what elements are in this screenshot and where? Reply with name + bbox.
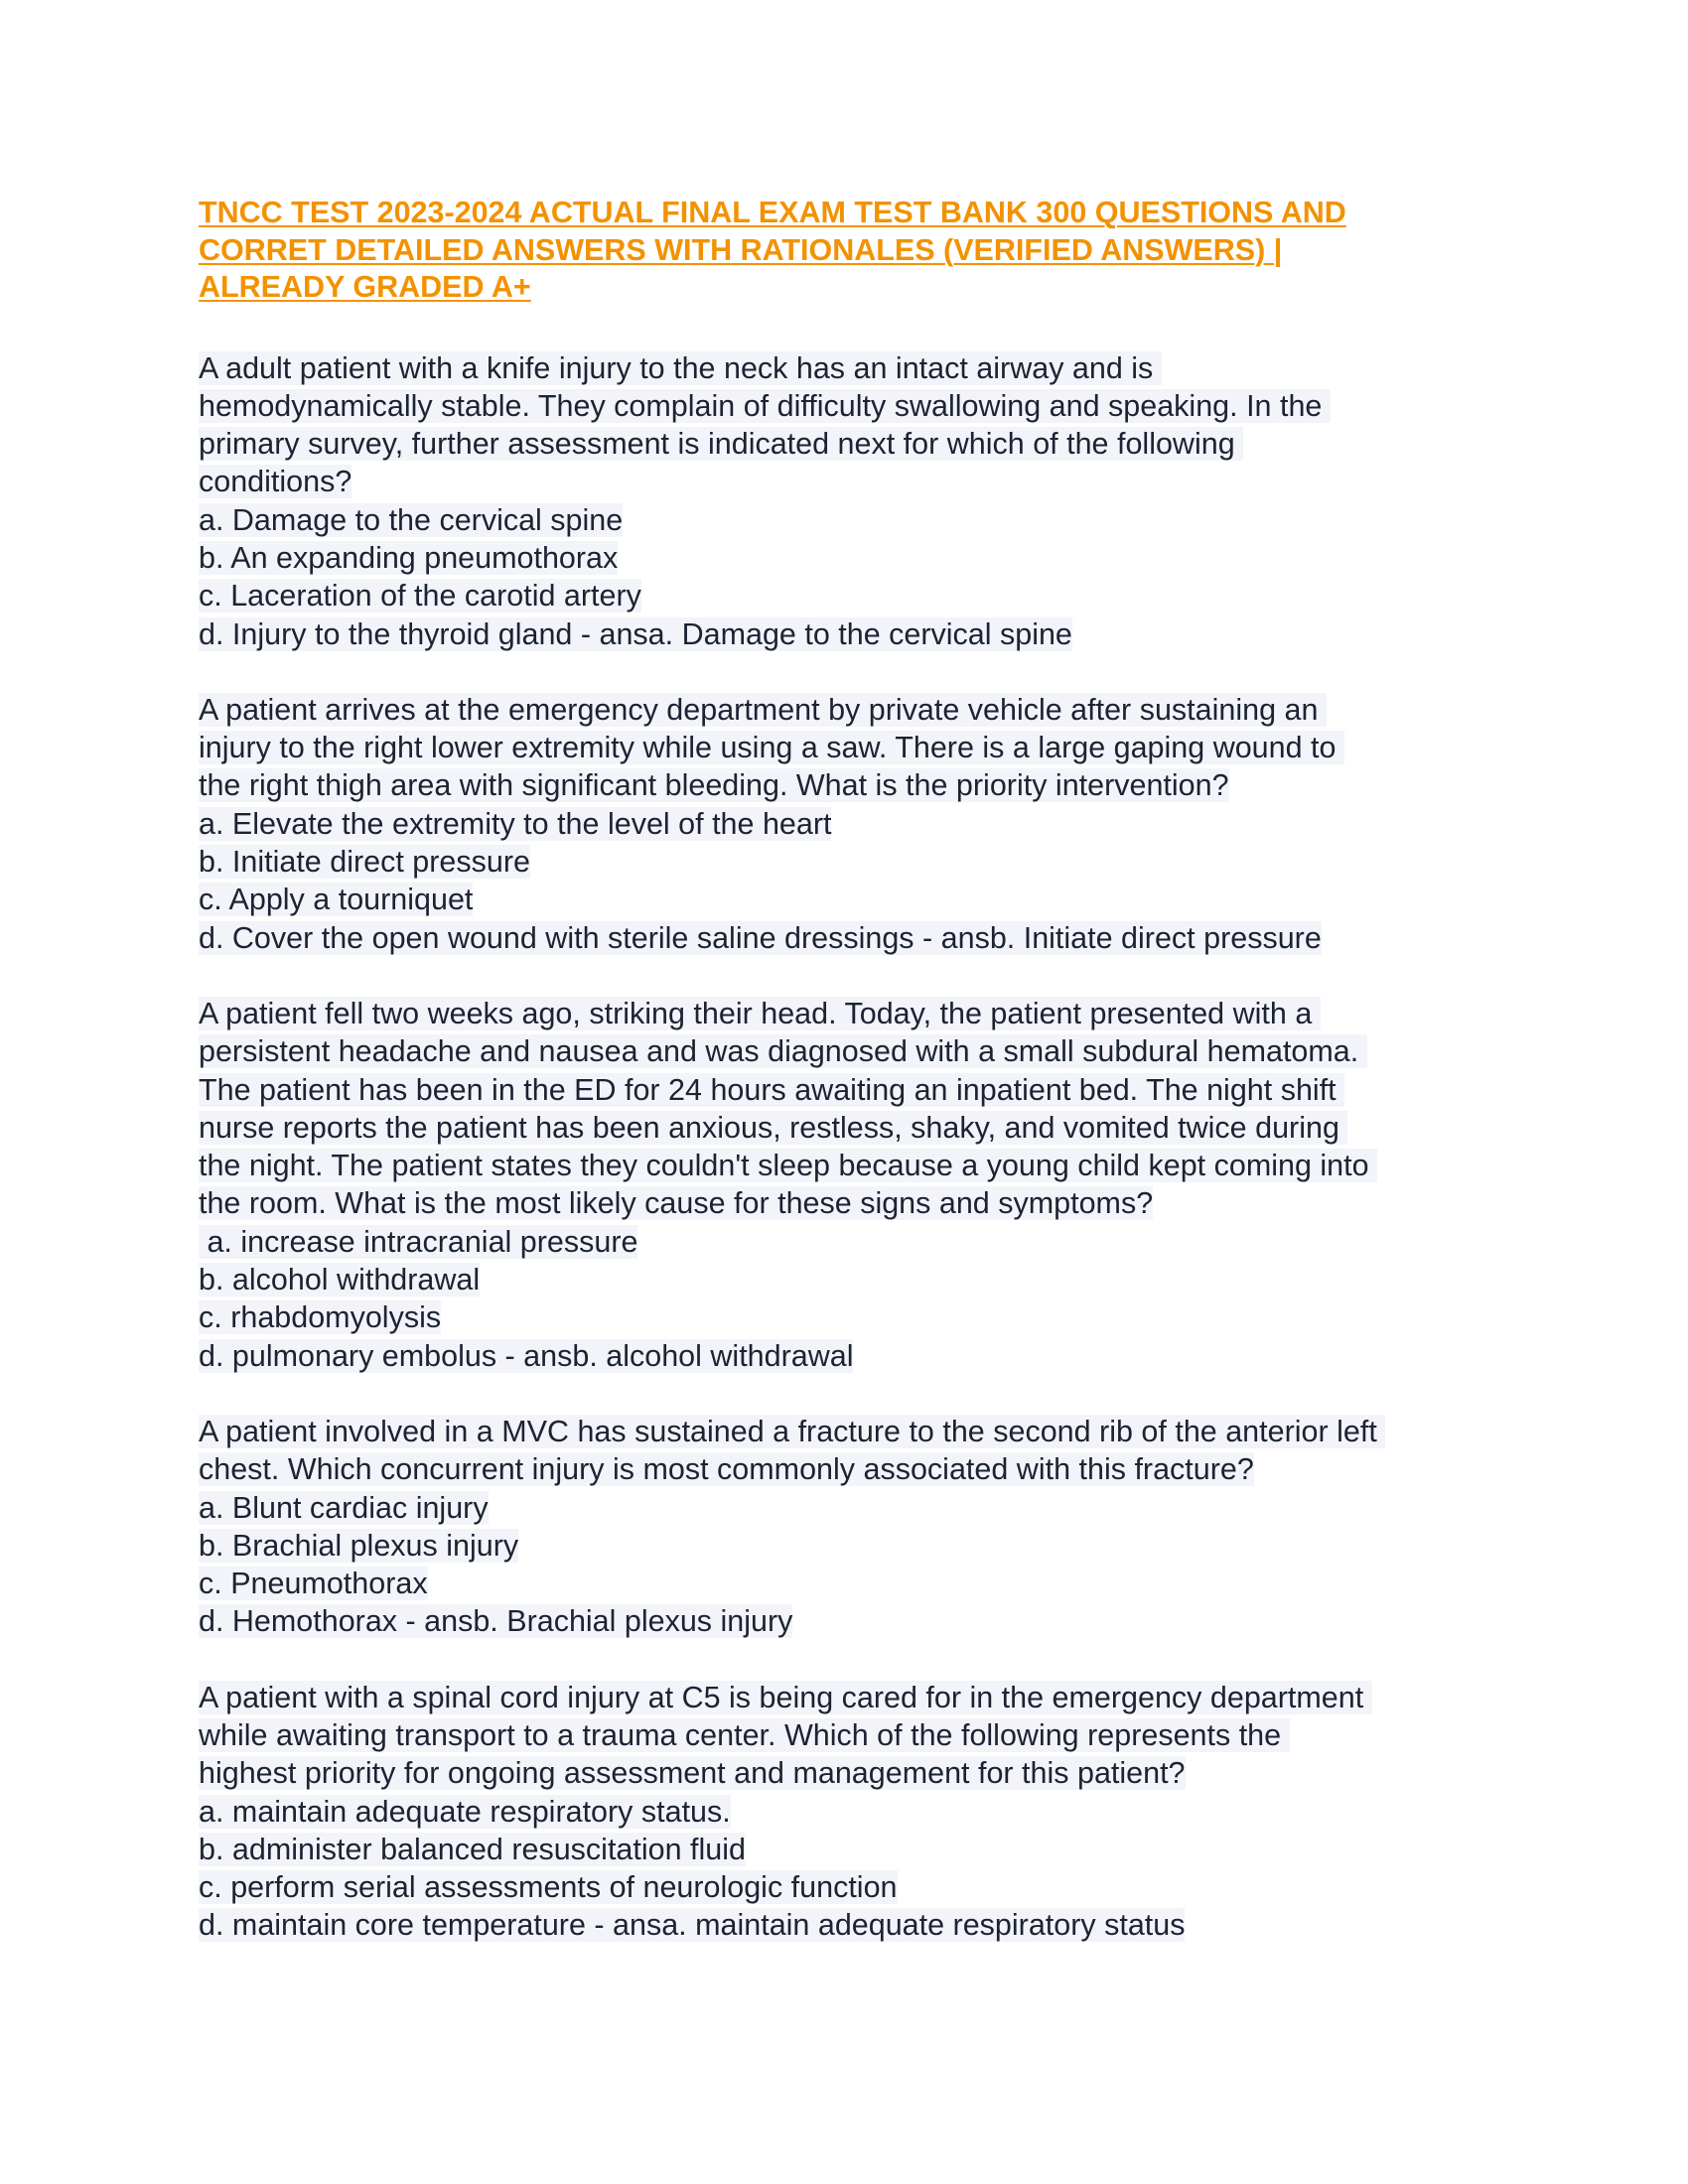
line-text: a. Elevate the extremity to the level of the heart [199,806,832,841]
line-text: b. Initiate direct pressure [199,845,530,880]
line-text: the right thigh area with significant bleeding. What is the priority intervention? [199,768,1229,803]
question-line [199,577,1509,614]
line-text: a. increase intracranial pressure [199,1224,638,1259]
question-line [199,1906,1509,1944]
line-text: d. Cover the open wound with sterile saline dressings - ansb. Initiate direct pressure [199,920,1322,955]
question-line [199,1602,1509,1640]
question-text-line [199,1413,1509,1450]
document-page [199,195,1509,1982]
title-line[interactable]: CORRET DETAILED ANSWERS WITH RATIONALES (VERIFIED ANSWERS) | [199,232,1283,267]
line-text: d. pulmonary embolus - ansb. alcohol withdrawal [199,1338,854,1373]
line-text: c. Apply a tourniquet [199,883,474,917]
question-line [199,1032,1509,1070]
question-line [199,1754,1509,1792]
line-text: nurse reports the patient has been anxious, restless, shaky, and vomited twice during [199,1110,1348,1145]
line-text: c. Pneumothorax [199,1567,428,1601]
line-text: b. administer balanced resuscitation fluid [199,1832,746,1866]
line-text: c. rhabdomyolysis [199,1300,442,1335]
question-block [199,995,1509,1375]
line-text: a. maintain adequate respiratory status. [199,1794,731,1829]
question-line [199,387,1509,425]
question-line [199,843,1509,881]
line-text: the room. What is the most likely cause for these signs and symptoms? [199,1186,1154,1221]
question-line [199,615,1509,653]
question-list [199,349,1509,1945]
line-text: hemodynamically stable. They complain of difficulty swallowing and speaking. In the [199,388,1331,423]
line-text: b. An expanding pneumothorax [199,540,619,575]
question-line [199,805,1509,843]
line-text: A patient arrives at the emergency department by private vehicle after sustaining an [199,692,1327,727]
line-text: conditions? [199,465,352,499]
question-block [199,1413,1509,1641]
question-line [199,1716,1509,1754]
line-text: A patient fell two weeks ago, striking their head. Today, the patient presented with a [199,996,1321,1030]
question-line [199,1793,1509,1831]
question-line [199,1337,1509,1375]
line-text: chest. Which concurrent injury is most commonly associated with this fracture? [199,1452,1254,1487]
line-text: A adult patient with a knife injury to the neck has an intact airway and is [199,350,1162,385]
line-text: while awaiting transport to a trauma center. Which of the following represents the [199,1718,1290,1752]
line-text: c. Laceration of the carotid artery [199,579,641,614]
question-line [199,539,1509,577]
question-line [199,425,1509,463]
question-line [199,1147,1509,1184]
question-line [199,881,1509,918]
line-text: highest priority for ongoing assessment and management for this patient? [199,1756,1186,1791]
line-text: the night. The patient states they couldn't sleep because a young child kept coming into [199,1149,1378,1183]
question-text-line [199,1679,1509,1716]
question-line [199,1109,1509,1147]
line-text: The patient has been in the ED for 24 hours awaiting an inpatient bed. The night shift [199,1072,1345,1107]
question-line [199,1868,1509,1906]
title-line[interactable]: ALREADY GRADED A+ [199,270,531,304]
question-line [199,1298,1509,1336]
question-line [199,1450,1509,1488]
question-line [199,463,1509,500]
line-text: c. perform serial assessments of neurologic function [199,1870,898,1905]
document-title [199,195,1509,307]
question-block [199,349,1509,653]
line-text: A patient involved in a MVC has sustained a fracture to the second rib of the anterior left [199,1414,1386,1448]
line-text: A patient with a spinal cord injury at C5 is being cared for in the emergency department [199,1680,1372,1714]
question-line [199,1565,1509,1602]
line-text: d. Injury to the thyroid gland - ansa. Damage to the cervical spine [199,616,1072,651]
question-line [199,919,1509,957]
question-line [199,1184,1509,1222]
line-text: persistent headache and nausea and was diagnosed with a small subdural hematoma. [199,1034,1367,1069]
line-text: b. alcohol withdrawal [199,1263,481,1297]
question-block [199,691,1509,957]
question-line [199,1223,1509,1261]
line-text: d. maintain core temperature - ansa. maintain adequate respiratory status [199,1908,1186,1943]
line-text: a. Damage to the cervical spine [199,502,624,537]
question-line [199,1527,1509,1565]
question-line [199,1261,1509,1298]
question-text-line [199,995,1509,1032]
question-block [199,1679,1509,1945]
question-line [199,501,1509,539]
line-text: d. Hemothorax - ansb. Brachial plexus injury [199,1604,793,1639]
question-text-line [199,349,1509,387]
question-line [199,1489,1509,1527]
question-line [199,1831,1509,1868]
question-line [199,729,1509,766]
question-text-line [199,691,1509,729]
question-line [199,1071,1509,1109]
line-text: a. Blunt cardiac injury [199,1490,489,1525]
question-line [199,766,1509,804]
line-text: b. Brachial plexus injury [199,1528,519,1563]
title-line[interactable]: TNCC TEST 2023-2024 ACTUAL FINAL EXAM TEST BANK 300 QUESTIONS AND [199,196,1346,229]
line-text: injury to the right lower extremity while using a saw. There is a large gaping wound to [199,731,1344,765]
line-text: primary survey, further assessment is indicated next for which of the following [199,427,1244,462]
